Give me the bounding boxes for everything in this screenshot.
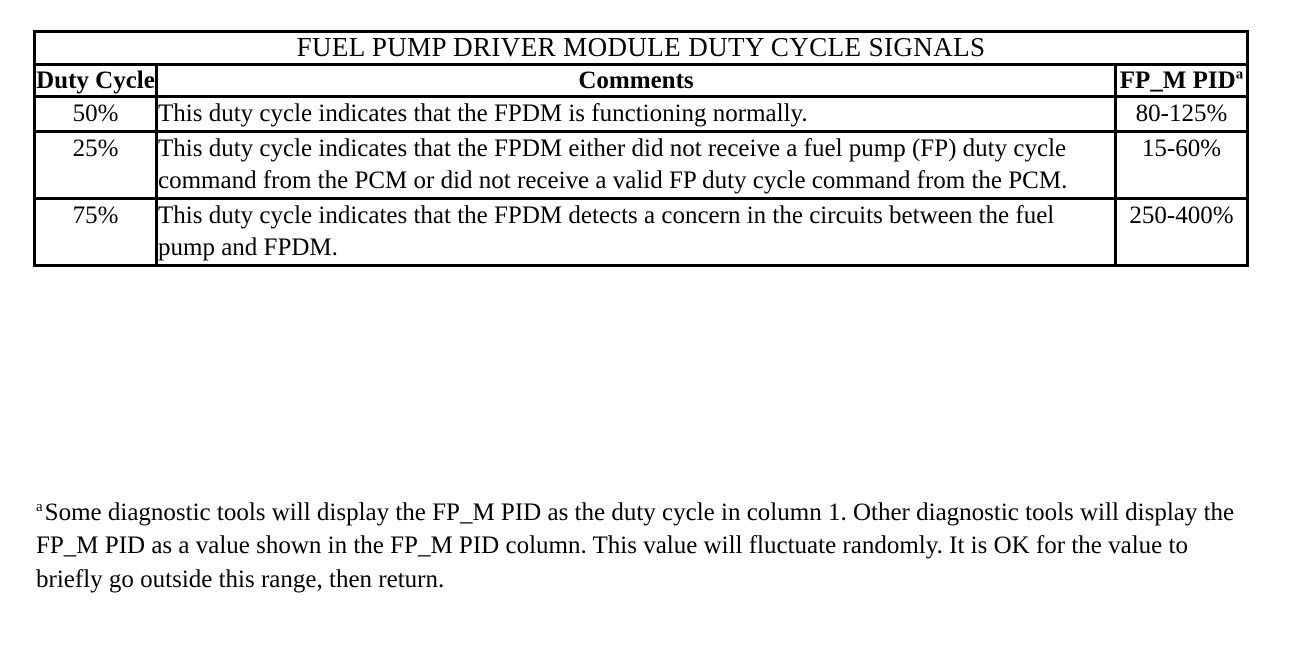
row-fp-m-pid: 250-400% (1116, 199, 1248, 266)
footnote-text: Some diagnostic tools will display the FP_M PID as the duty cycle in column 1. Other diagnostic tools will display the FP_M PID as a value shown in the FP_M PID column. This value will fluctuate randomly. It is OK for the value to briefly go outside this range, then return. (36, 499, 1235, 593)
row-duty-cycle: 75% (35, 199, 157, 266)
header-duty-cycle: Duty Cycle (35, 64, 157, 97)
row-duty-cycle: 25% (35, 132, 157, 199)
row-duty-cycle: 50% (35, 97, 157, 132)
table-header-row (35, 64, 1248, 97)
row-comments: This duty cycle indicates that the FPDM is functioning normally. (157, 97, 1116, 132)
row-fp-m-pid: 15-60% (1116, 132, 1248, 199)
row-comments: This duty cycle indicates that the FPDM detects a concern in the circuits between the fuel pump and FPDM. (157, 199, 1116, 266)
header-fp-m-pid-superscript: a (1235, 66, 1244, 83)
fuel-pump-duty-cycle-table (33, 30, 1249, 267)
table-row (35, 97, 1248, 132)
footnote-marker: a (36, 498, 43, 515)
header-comments: Comments (157, 64, 1116, 97)
header-fp-m-pid-label: FP_M PID (1119, 66, 1236, 94)
footnote (36, 496, 1256, 596)
row-comments: This duty cycle indicates that the FPDM either did not receive a fuel pump (FP) duty cycle command from the PCM or did not receive a valid FP duty cycle command from the PCM. (157, 132, 1116, 199)
header-fp-m-pid (1116, 64, 1248, 97)
table-row (35, 132, 1248, 199)
row-fp-m-pid: 80-125% (1116, 97, 1248, 132)
fuel-pump-table-container (33, 30, 1249, 267)
table-title-row (35, 32, 1248, 65)
table-title: FUEL PUMP DRIVER MODULE DUTY CYCLE SIGNALS (35, 32, 1248, 65)
table-row (35, 199, 1248, 266)
